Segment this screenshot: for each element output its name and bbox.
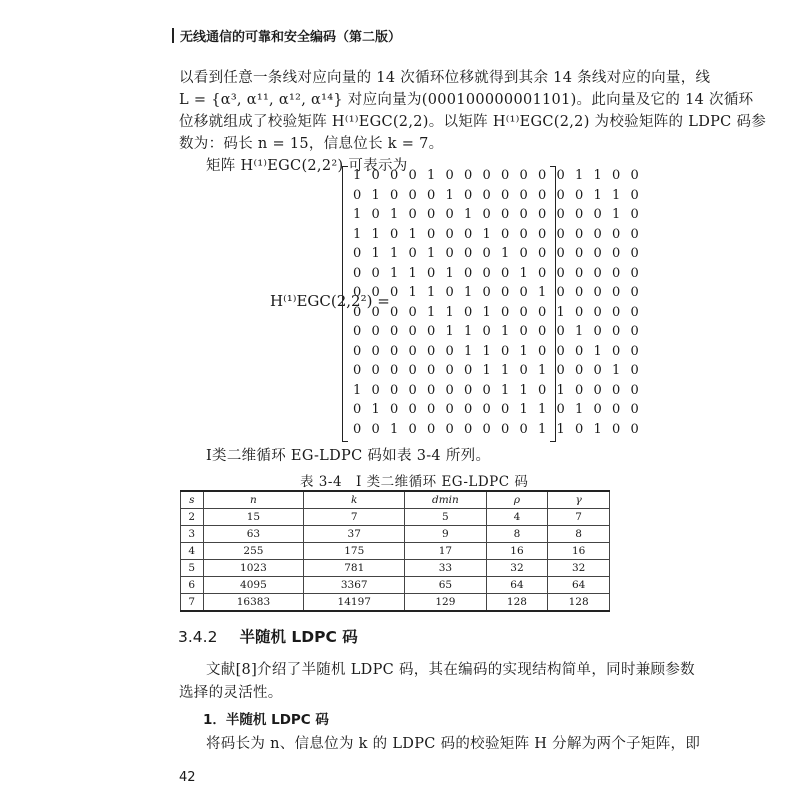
column-header: s bbox=[181, 491, 204, 509]
paragraph-line: 选择的灵活性。 bbox=[179, 685, 283, 701]
header-title: 无线通信的可靠和安全编码（第二版） bbox=[180, 30, 402, 45]
table-row bbox=[181, 577, 610, 594]
table-cell: 9 bbox=[405, 526, 486, 543]
table-cell: 2 bbox=[181, 509, 204, 526]
table-cell: 14197 bbox=[304, 594, 405, 612]
table-row bbox=[181, 526, 610, 543]
table-cell: 16 bbox=[486, 543, 548, 560]
table-cell: 7 bbox=[304, 509, 405, 526]
matrix-row: 0 1 1 0 1 0 0 0 1 0 0 0 0 0 0 0 bbox=[353, 246, 642, 261]
table-cell: 15 bbox=[203, 509, 304, 526]
table-row bbox=[181, 594, 610, 612]
matrix-row: 0 0 1 0 0 0 0 0 0 0 1 1 0 1 0 0 bbox=[353, 421, 642, 437]
matrix-row: 0 0 0 1 1 0 1 0 0 0 1 0 0 0 0 0 bbox=[353, 285, 642, 300]
paragraph-line: 将码长为 n、信息位为 k 的 LDPC 码的校验矩阵 H 分解为两个子矩阵，即 bbox=[206, 736, 701, 752]
matrix-label: H⁽¹⁾EGC(2,2²) = bbox=[270, 292, 390, 310]
page-number: 42 bbox=[179, 770, 196, 785]
table-cell: 33 bbox=[405, 560, 486, 577]
paragraph-line: L = {α³, α¹¹, α¹², α¹⁴} 对应向量为(000100000001101)。此向量及它的 14 次循环 bbox=[179, 92, 754, 108]
table-cell: 128 bbox=[548, 594, 610, 612]
table-cell: 63 bbox=[203, 526, 304, 543]
column-header: γ bbox=[548, 491, 610, 509]
table-cell: 32 bbox=[548, 560, 610, 577]
table-row bbox=[181, 560, 610, 577]
table-cell: 17 bbox=[405, 543, 486, 560]
table-cell: 4095 bbox=[203, 577, 304, 594]
matrix-row: 0 1 0 0 0 1 0 0 0 0 0 0 0 1 1 0 bbox=[353, 187, 642, 203]
matrix-left-bracket bbox=[342, 166, 348, 442]
table-cell: 64 bbox=[486, 577, 548, 594]
table-row bbox=[181, 509, 610, 526]
table-cell: 1023 bbox=[203, 560, 304, 577]
column-header: ρ bbox=[486, 491, 548, 509]
section-number: 3.4.2 bbox=[178, 628, 218, 646]
matrix-row: 0 1 0 0 0 0 0 0 0 1 1 0 1 0 0 0 bbox=[353, 402, 642, 417]
paragraph-line: 矩阵 H⁽¹⁾EGC(2,2²) 可表示为 bbox=[206, 158, 408, 174]
paragraph-line: I类二维循环 EG-LDPC 码如表 3-4 所列。 bbox=[206, 448, 491, 464]
matrix-row: 0 0 1 1 0 1 0 0 0 1 0 0 0 0 0 0 bbox=[353, 265, 642, 281]
table-cell: 4 bbox=[181, 543, 204, 560]
matrix-row: 0 0 0 0 0 0 1 1 0 1 0 0 0 1 0 0 bbox=[353, 343, 642, 359]
column-header: k bbox=[304, 491, 405, 509]
table-cell: 16383 bbox=[203, 594, 304, 612]
table-cell: 3367 bbox=[304, 577, 405, 594]
matrix-row: 1 1 0 1 0 0 0 1 0 0 0 0 0 0 0 0 bbox=[353, 226, 642, 242]
table-cell: 5 bbox=[181, 560, 204, 577]
table-cell: 3 bbox=[181, 526, 204, 543]
column-header: n bbox=[203, 491, 304, 509]
paragraph-line: 文献[8]介绍了半随机 LDPC 码，其在编码的实现结构简单，同时兼顾参数 bbox=[206, 662, 695, 678]
table-row bbox=[181, 543, 610, 560]
table-cell: 5 bbox=[405, 509, 486, 526]
eg-ldpc-table bbox=[180, 490, 610, 612]
header-rule bbox=[172, 28, 174, 43]
matrix-row: 0 0 0 0 0 0 0 1 1 0 1 0 0 0 1 0 bbox=[353, 363, 642, 378]
paragraph-line: 数为：码长 n = 15，信息位长 k = 7。 bbox=[179, 136, 444, 152]
table-cell: 16 bbox=[548, 543, 610, 560]
table-cell: 128 bbox=[486, 594, 548, 612]
table-cell: 7 bbox=[548, 509, 610, 526]
section-heading bbox=[178, 625, 358, 647]
table-cell: 781 bbox=[304, 560, 405, 577]
running-header bbox=[172, 26, 401, 45]
parity-check-matrix bbox=[340, 164, 642, 442]
subsection-heading: 1．半随机 LDPC 码 bbox=[203, 712, 329, 728]
table-cell: 7 bbox=[181, 594, 204, 612]
paragraph-line: 以看到任意一条线对应向量的 14 次循环位移就得到其余 14 条线对应的向量，线 bbox=[179, 70, 711, 86]
table-cell: 255 bbox=[203, 543, 304, 560]
table-cell: 8 bbox=[486, 526, 548, 543]
table-cell: 8 bbox=[548, 526, 610, 543]
table-header-row bbox=[181, 491, 610, 509]
matrix-row: 0 0 0 0 0 1 1 0 1 0 0 0 1 0 0 0 bbox=[353, 324, 642, 339]
table-cell: 6 bbox=[181, 577, 204, 594]
section-title: 半随机 LDPC 码 bbox=[239, 628, 358, 646]
table-cell: 129 bbox=[405, 594, 486, 612]
matrix-row: 0 0 0 0 1 1 0 1 0 0 0 1 0 0 0 0 bbox=[353, 304, 642, 320]
paragraph-line: 位移就组成了校验矩阵 H⁽¹⁾EGC(2,2)。以矩阵 H⁽¹⁾EGC(2,2) 为校验矩阵的 LDPC 码参 bbox=[179, 114, 767, 130]
matrix-row: 1 0 0 0 0 0 0 0 1 1 0 1 0 0 0 0 bbox=[353, 382, 642, 398]
table-cell: 32 bbox=[486, 560, 548, 577]
table-caption: 表 3-4 I 类二维循环 EG-LDPC 码 bbox=[300, 474, 529, 490]
table-cell: 37 bbox=[304, 526, 405, 543]
column-header: dmin bbox=[405, 491, 486, 509]
table-cell: 64 bbox=[548, 577, 610, 594]
table-cell: 4 bbox=[486, 509, 548, 526]
table-cell: 175 bbox=[304, 543, 405, 560]
table-cell: 65 bbox=[405, 577, 486, 594]
matrix-row: 1 0 1 0 0 0 1 0 0 0 0 0 0 0 1 0 bbox=[353, 207, 642, 222]
matrix-row: 1 0 0 0 1 0 0 0 0 0 0 0 1 1 0 0 bbox=[353, 168, 642, 183]
